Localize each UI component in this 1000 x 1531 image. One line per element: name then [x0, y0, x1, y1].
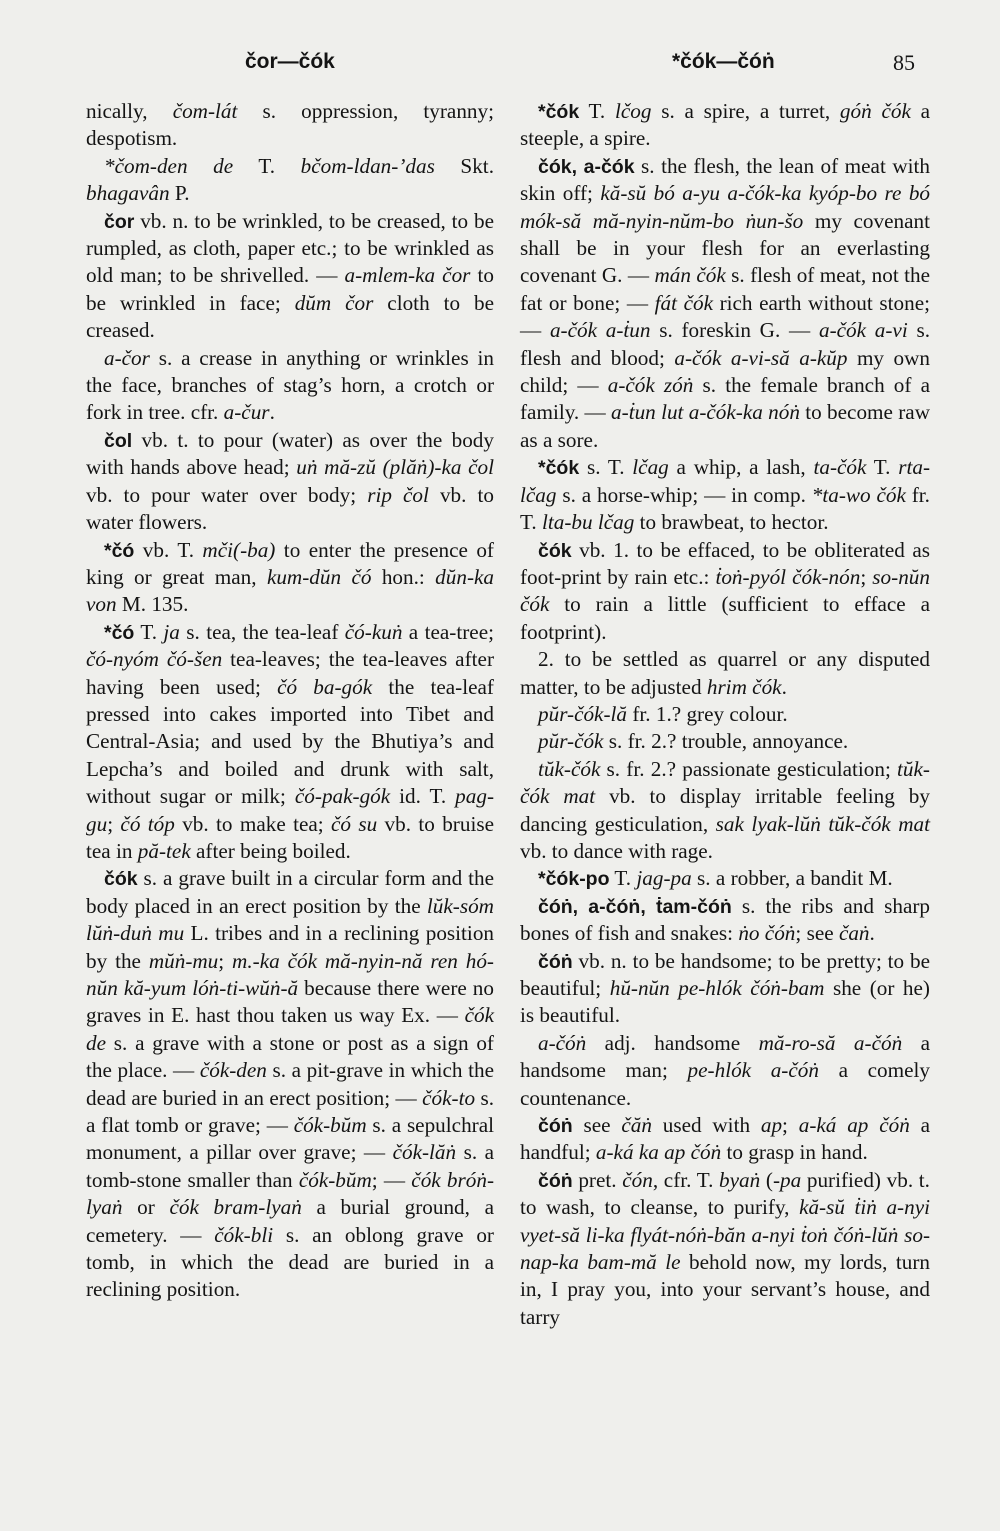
headword: *čók	[538, 457, 580, 480]
definition-text: vb. to make tea;	[174, 811, 332, 836]
lepcha-term: bčom-ldan-’das	[300, 153, 435, 178]
lepcha-term: čom-lát	[172, 99, 238, 123]
definition-text: vb. t. to pour (water) as over the body with hands above head;	[86, 427, 494, 480]
lepcha-term: a-ṫun lut a-čók-ka nóṅ	[611, 400, 800, 425]
lepcha-term: a-čur	[223, 400, 270, 425]
definition-text: L. tribes and in a reclining position by the	[86, 921, 495, 973]
definition-text: to enter the presence of king or great man,	[86, 537, 494, 589]
lepcha-term: góṅ čók	[839, 99, 911, 123]
headword: čóṅ	[538, 1169, 573, 1192]
definition-text: tea-leaves; the tea-leaves after having been used;	[86, 647, 494, 699]
lepcha-term: byaṅ	[719, 1167, 761, 1192]
definition-text: vb. to display irritable feeling by dancing gesticulation,	[520, 784, 930, 836]
definition-text: to grasp in hand.	[721, 1140, 868, 1165]
lepcha-term: a-mlem-ka čor	[344, 263, 471, 288]
headword: *čók	[538, 101, 580, 123]
lepcha-term: čók-bli	[214, 1222, 274, 1247]
definition-text: to become raw as a sore.	[520, 400, 930, 452]
dictionary-entry	[520, 646, 930, 701]
lepcha-term: čó-nyóm čó-šen	[86, 647, 223, 672]
lepcha-term: m.-ka čók mă-nyin-nă ren hó-nŭn kă-yum lóṅ-ti-wŭṅ-ă	[86, 948, 494, 1000]
lepcha-term: čók-lăṅ	[392, 1140, 457, 1165]
definition-text: s. oppression, tyranny; despotism.	[86, 99, 494, 151]
definition-text: s. the ribs and sharp bones of fish and snakes:	[520, 893, 930, 946]
definition-text: ;	[107, 811, 121, 836]
definition-text: to rain a little (sufficient to efface a footprint).	[520, 592, 930, 644]
headword: čóṅ, a-čóṅ, ṫam-čóṅ	[538, 895, 732, 918]
definition-text: or	[122, 1195, 170, 1220]
definition-text: s. an oblong grave or tomb, in which the dead are buried in a reclining position.	[86, 1222, 494, 1302]
lepcha-term: čón	[622, 1167, 653, 1192]
definition-text: T.	[866, 455, 899, 480]
definition-text: s. the female branch of a family. —	[520, 373, 930, 425]
lepcha-term: a-čor	[104, 345, 150, 370]
lepcha-term: mŭṅ-mu	[148, 948, 219, 973]
definition-text: .	[269, 400, 275, 425]
definition-text: T.	[134, 619, 164, 644]
lepcha-term: pe-hlók a-čóṅ	[687, 1058, 819, 1083]
headword: čóṅ	[538, 1115, 573, 1138]
lepcha-term: a-čók a-vi	[818, 318, 908, 343]
lepcha-term: čók de	[86, 1003, 494, 1055]
lepcha-term: a-čók a-vi-să a-kŭp	[674, 345, 848, 370]
lepcha-term: uṅ mă-zŭ (plăṅ)-ka čol	[296, 455, 494, 480]
dictionary-entry	[520, 756, 930, 866]
lepcha-term: pŭr-čók	[538, 729, 604, 754]
definition-text: a burial ground, a cemetery. —	[86, 1195, 495, 1247]
left-running-headword: čor—čók	[245, 50, 335, 73]
dictionary-entry	[520, 948, 930, 1030]
dictionary-entry	[86, 865, 494, 1304]
definition-text: s. foreskin G. —	[650, 318, 819, 343]
definition-text: vb. to bruise tea in	[86, 811, 494, 863]
lepcha-term: tŭk-čók	[538, 756, 601, 781]
definition-text: (	[760, 1167, 773, 1192]
definition-text: fr. T.	[520, 482, 930, 535]
definition-text: the tea-leaf pressed into cakes imported into Tibet and Central-Asia; and used by the Bhutiya’s and Lepcha’s and boiled and drunk with salt, without sugar or milk;	[86, 674, 494, 809]
headword: čor	[104, 210, 135, 233]
headword: *čó	[104, 539, 135, 562]
headword: *čók-po	[538, 868, 610, 891]
lepcha-term: tŭk-čók mat	[520, 756, 930, 809]
lepcha-term: rta-lčag	[520, 455, 930, 507]
definition-text: cloth to be creased.	[86, 290, 495, 343]
definition-text: adj. handsome	[586, 1030, 759, 1055]
dictionary-entry	[86, 427, 494, 537]
definition-text: Skt.	[434, 153, 494, 178]
definition-text: T.	[579, 99, 615, 123]
definition-text: T.	[233, 153, 301, 178]
lepcha-term: kă-sŭ bó a-yu a-čók-ka kyóp-bo re bó mók-să mă-nyin-nŭm-bo ṅun-šo	[520, 181, 931, 233]
definition-text: .	[781, 674, 787, 699]
definition-text: a comely countenance.	[520, 1058, 930, 1110]
definition-text: pret.	[572, 1167, 623, 1192]
lepcha-term: kum-dŭn čó	[266, 564, 372, 589]
definition-text: behold now, my lords, turn in, I pray you, into your servant’s house, and tarry	[520, 1250, 930, 1329]
definition-text: s. fr. 2.? passionate gesticulation;	[600, 756, 898, 781]
definition-text: a handful;	[520, 1113, 931, 1165]
definition-text: to brawbeat, to hector.	[634, 510, 829, 535]
lepcha-term: rip čol	[367, 482, 429, 507]
headword: *čó	[104, 621, 135, 644]
dictionary-entry	[520, 1167, 930, 1331]
lepcha-term: čók-den	[199, 1058, 267, 1083]
lepcha-term: pă-tek	[137, 838, 191, 863]
definition-text: after being boiled.	[190, 838, 351, 863]
dictionary-entry	[520, 537, 930, 647]
definition-text: rich earth without stone; —	[520, 290, 930, 343]
definition-text: vb. to pour water over body;	[86, 482, 368, 507]
dictionary-entry	[520, 1030, 930, 1112]
running-header	[0, 50, 1000, 90]
definition-text: s. a grave built in a circular form and the body placed in an erect position by the	[86, 866, 494, 918]
definition-text: s. a grave with a stone or post as a sign of the place. —	[86, 1030, 494, 1083]
definition-text: vb. T.	[134, 537, 203, 562]
lepcha-term: čó-kuṅ	[344, 619, 403, 644]
lepcha-term: lčag	[632, 455, 669, 480]
definition-text: a handsome man;	[520, 1030, 930, 1083]
definition-text: vb. n. to be wrinkled, to be creased, to be rumpled, as cloth, paper etc.; to be wrinkled as old man; to be shrivelled. —	[86, 208, 494, 288]
headword: čók	[104, 868, 138, 891]
dictionary-entry	[520, 865, 930, 892]
definition-text: my own child; —	[520, 345, 930, 398]
definition-text: s. a crease in anything or wrinkles in the face, branches of stag’s horn, a crotch or fork in tree. cfr.	[86, 345, 494, 425]
definition-text: s. a spire, a turret,	[651, 99, 840, 123]
definition-text: ;	[218, 948, 233, 973]
dictionary-entry	[520, 153, 930, 454]
definition-text: see	[572, 1113, 622, 1138]
lepcha-term: sak lyak-lŭṅ tŭk-čók mat	[715, 811, 930, 836]
definition-text: ; see	[795, 921, 839, 946]
lepcha-term: čók bram-lyaṅ	[169, 1195, 302, 1220]
lepcha-term: a-ká ap čóṅ	[798, 1113, 910, 1138]
dictionary-entry	[86, 153, 494, 208]
definition-text: id. T.	[390, 784, 456, 809]
dictionary-entry	[86, 619, 494, 866]
definition-text: s. flesh and blood;	[520, 318, 931, 370]
lepcha-term: a-čók zóṅ	[607, 373, 694, 398]
dictionary-entry	[520, 98, 930, 153]
left-column	[86, 98, 494, 1304]
lepcha-term: a-čók a-ṫun	[549, 318, 651, 343]
headword: čol	[104, 429, 133, 452]
definition-text: nically,	[86, 99, 173, 123]
lepcha-term: *ta-wo čók	[811, 482, 906, 507]
lepcha-term: čó tóp	[120, 811, 175, 836]
lepcha-term: ṫoṅ-pyól čók-nón	[715, 564, 861, 589]
lepcha-term: fát čók	[654, 290, 713, 315]
lepcha-term: čók bróṅ-lyaṅ	[86, 1167, 494, 1220]
definition-text: 2. to be settled as quarrel or any disputed matter, to be adjusted	[520, 647, 930, 699]
headword: čók	[538, 539, 572, 562]
lepcha-term: mă-ro-să a-čóṅ	[758, 1030, 903, 1055]
lepcha-term: pŭr-čók-lă	[538, 701, 628, 726]
definition-text: s. a robber, a bandit M.	[691, 866, 893, 891]
lepcha-term: lta-bu lčag	[541, 510, 635, 535]
lepcha-term: čó su	[331, 811, 378, 836]
lepcha-term: *čom-den de	[104, 153, 234, 178]
definition-text: vb. to dance with rage.	[520, 838, 713, 863]
headword: čók, a-čók	[538, 155, 635, 178]
definition-text: s. a sepulchral monument, a pillar over grave; —	[86, 1113, 495, 1165]
lepcha-term: ap	[760, 1113, 783, 1138]
definition-text: P.	[169, 181, 190, 206]
definition-text: ;	[782, 1113, 799, 1138]
definition-text: .	[869, 921, 875, 946]
definition-text: vb. n. to be handsome; to be pretty; to be beautiful;	[520, 948, 930, 1000]
definition-text: s. tea, the tea-leaf	[179, 619, 345, 644]
lepcha-term: hŭ-nŭn pe-hlók čóṅ-bam	[609, 976, 825, 1000]
lepcha-term: mán čók	[654, 263, 726, 288]
lepcha-term: hrim čók	[706, 674, 782, 699]
dictionary-entry	[520, 1112, 930, 1167]
lepcha-term: čók-bŭm	[293, 1113, 367, 1138]
right-column	[520, 98, 930, 1331]
definition-text: used with	[651, 1113, 761, 1138]
definition-text: s. fr. 2.? trouble, annoyance.	[603, 729, 849, 754]
definition-text: fr. 1.? grey colour.	[627, 701, 788, 726]
lepcha-term: mči(-ba)	[202, 537, 276, 562]
definition-text: M. 135.	[116, 592, 189, 617]
definition-text: s. flesh of meat, not the fat or bone; —	[520, 263, 930, 315]
definition-text: a steeple, a spire.	[520, 99, 931, 151]
definition-text: s. a pit-grave in which the dead are buried in an erect position; —	[86, 1058, 494, 1110]
dictionary-entry	[520, 893, 930, 948]
lepcha-term: čaṅ	[838, 921, 870, 946]
definition-text: a whip, a lash,	[668, 455, 814, 480]
definition-text: s. a flat tomb or grave; —	[86, 1085, 494, 1138]
definition-text: to be wrinkled in face;	[86, 263, 495, 315]
definition-text: s. a tomb-stone smaller than	[86, 1140, 494, 1192]
lepcha-term: lčog	[614, 99, 652, 123]
lepcha-term: -pa	[772, 1167, 802, 1192]
definition-text: purified) vb. t. to wash, to cleanse, to purify,	[520, 1167, 930, 1220]
lepcha-term: čók-bŭm	[298, 1167, 372, 1192]
definition-text: s. T.	[579, 455, 633, 480]
lepcha-term: a-čóṅ	[538, 1030, 587, 1055]
dictionary-entry	[520, 728, 930, 755]
lepcha-term: ta-čók	[813, 455, 867, 480]
dictionary-entry	[520, 454, 930, 536]
definition-text: hon.:	[371, 564, 436, 589]
definition-text: my covenant shall be in your flesh for an everlasting covenant G. —	[520, 208, 930, 288]
lepcha-term: pag-gu	[86, 784, 494, 836]
continued-entry	[86, 98, 494, 153]
dictionary-entry	[86, 537, 494, 619]
lepcha-term: čăṅ	[621, 1113, 652, 1138]
definition-text: , cfr. T.	[652, 1167, 720, 1192]
dictionary-entry	[520, 701, 930, 728]
lepcha-term: kă-sŭ ṫiṅ a-nyi vyet-să li-ka flyát-nóṅ-băn a-nyi ṫoṅ čóṅ-lŭṅ so-nap-ka bam-mă le	[520, 1195, 931, 1275]
lepcha-term: a-ká ka ap čóṅ	[595, 1140, 722, 1165]
dictionary-entry	[86, 208, 494, 345]
right-running-headword: *čók—čóṅ	[672, 50, 775, 73]
definition-text: T.	[609, 866, 637, 891]
lepcha-term: čók-to	[422, 1085, 476, 1110]
definition-text: she (or he) is beautiful.	[520, 976, 930, 1028]
definition-text: a tea-tree;	[402, 619, 494, 644]
dictionary-entry	[86, 345, 494, 427]
definition-text: vb. 1. to be effaced, to be obliterated as foot-print by rain etc.:	[520, 537, 930, 589]
page-number: 85	[893, 50, 915, 75]
definition-text: ;	[860, 564, 873, 589]
lepcha-term: ṅo čóṅ	[738, 921, 796, 946]
lepcha-term: dŭn-ka von	[86, 564, 495, 617]
lepcha-term: jag-pa	[636, 866, 692, 891]
definition-text: ; —	[371, 1167, 412, 1192]
definition-text: because there were no graves in E. hast thou taken us way Ex. —	[86, 976, 494, 1028]
lepcha-term: bhagavân	[86, 181, 170, 206]
definition-text: s. the flesh, the lean of meat with skin off;	[520, 153, 930, 206]
lepcha-term: so-nŭn čók	[520, 564, 930, 617]
lepcha-term: ja	[163, 619, 180, 644]
lepcha-term: čó ba-gók	[277, 674, 373, 699]
definition-text: s. a horse-whip; — in comp.	[556, 482, 812, 507]
lepcha-term: dŭm čor	[294, 290, 374, 315]
lepcha-term: lŭk-sóm lŭṅ-duṅ mu	[86, 893, 494, 946]
lepcha-term: čó-pak-gók	[294, 784, 391, 809]
definition-text: vb. to water flowers.	[86, 482, 494, 535]
headword: čóṅ	[538, 950, 573, 973]
